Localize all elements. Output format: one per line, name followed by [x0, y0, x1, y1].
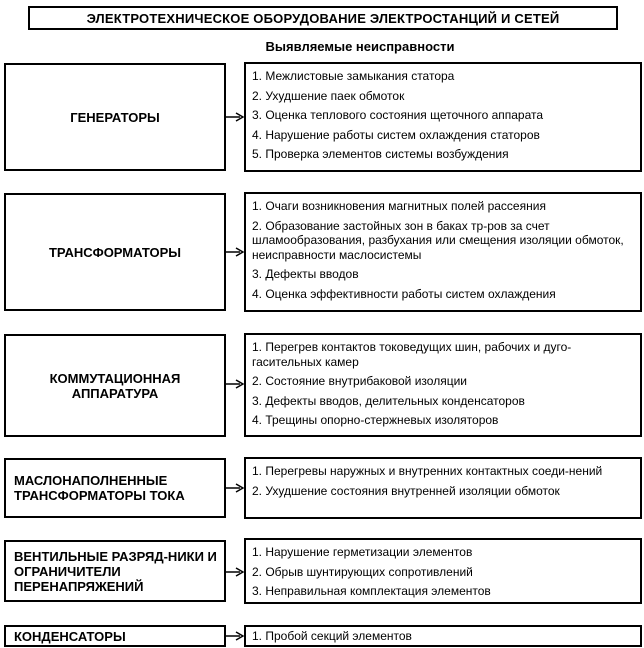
fault-item: 1. Перегрев контактов токоведущих шин, рабочих и дуго-гасительных камер [252, 340, 572, 369]
diagram-title: ЭЛЕКТРОТЕХНИЧЕСКОЕ ОБОРУДОВАНИЕ ЭЛЕКТРОСТАНЦИЙ И СЕТЕЙ [28, 6, 618, 30]
fault-item: 1. Нарушение герметизации элементов [252, 545, 473, 559]
category-transformers: ТРАНСФОРМАТОРЫ [4, 193, 226, 311]
fault-item: 4. Оценка эффективности работы систем охлаждения [252, 286, 556, 301]
fault-item: 3. Оценка теплового состояния щеточного аппарата [252, 108, 544, 122]
faults-list-valve-arresters [244, 538, 642, 604]
fault-item: 2. Ухудшение состояния внутренней изоляции обмоток [252, 483, 560, 498]
arrow-transformers [226, 246, 244, 258]
arrow-oil-filled-current-transformers [226, 482, 244, 494]
category-capacitors: КОНДЕНСАТОРЫ [4, 625, 226, 647]
fault-item: 2. Ухудшение паек обмоток [252, 88, 405, 103]
fault-item: 1. Перегревы наружных и внутренних контактных соеди-нений [252, 464, 603, 478]
fault-item: 2. Состояние внутрибаковой изоляции [252, 374, 467, 388]
fault-item: 3. Неправильная комплектация элементов [252, 584, 491, 598]
arrow-valve-arresters [226, 566, 244, 578]
category-valve-arresters: ВЕНТИЛЬНЫЕ РАЗРЯД-НИКИ И ОГРАНИЧИТЕЛИ ПЕРЕНАПРЯЖЕНИЙ [4, 540, 226, 602]
category-switching-equipment: КОММУТАЦИОННАЯ АППАРАТУРА [4, 334, 226, 437]
faults-list-transformers [244, 192, 642, 312]
fault-item: 2. Образование застойных зон в баках тр-ров за счет шламообразования, разбухания или смещения изоляции обмоток, неисправности маслосистемы [252, 218, 624, 262]
faults-list-oil-filled-current-transformers [244, 457, 642, 519]
fault-item: 4. Трещины опорно-стержневых изоляторов [252, 413, 499, 427]
faults-subtitle: Выявляемые неисправности [265, 39, 455, 54]
fault-item: 1. Межлистовые замыкания статора [252, 69, 455, 83]
fault-item: 4. Нарушение работы систем охлаждения статоров [252, 127, 540, 142]
arrow-switching-equipment [226, 378, 244, 390]
fault-item: 1. Очаги возникновения магнитных полей рассеяния [252, 199, 546, 213]
category-oil-filled-current-transformers: МАСЛОНАПОЛНЕННЫЕ ТРАНСФОРМАТОРЫ ТОКА [4, 458, 226, 518]
fault-item: 5. Проверка элементов системы возбуждения [252, 147, 509, 161]
arrow-capacitors [226, 630, 244, 642]
category-generators: ГЕНЕРАТОРЫ [4, 63, 226, 171]
faults-list-switching-equipment [244, 333, 642, 437]
fault-item: 2. Обрыв шунтирующих сопротивлений [252, 564, 473, 579]
fault-item: 3. Дефекты вводов [252, 267, 359, 281]
fault-item: 3. Дефекты вводов, делительных конденсаторов [252, 393, 525, 408]
faults-list-capacitors [244, 625, 642, 647]
fault-item: 1. Пробой секций элементов [252, 629, 412, 643]
arrow-generators [226, 111, 244, 123]
faults-list-generators [244, 62, 642, 172]
